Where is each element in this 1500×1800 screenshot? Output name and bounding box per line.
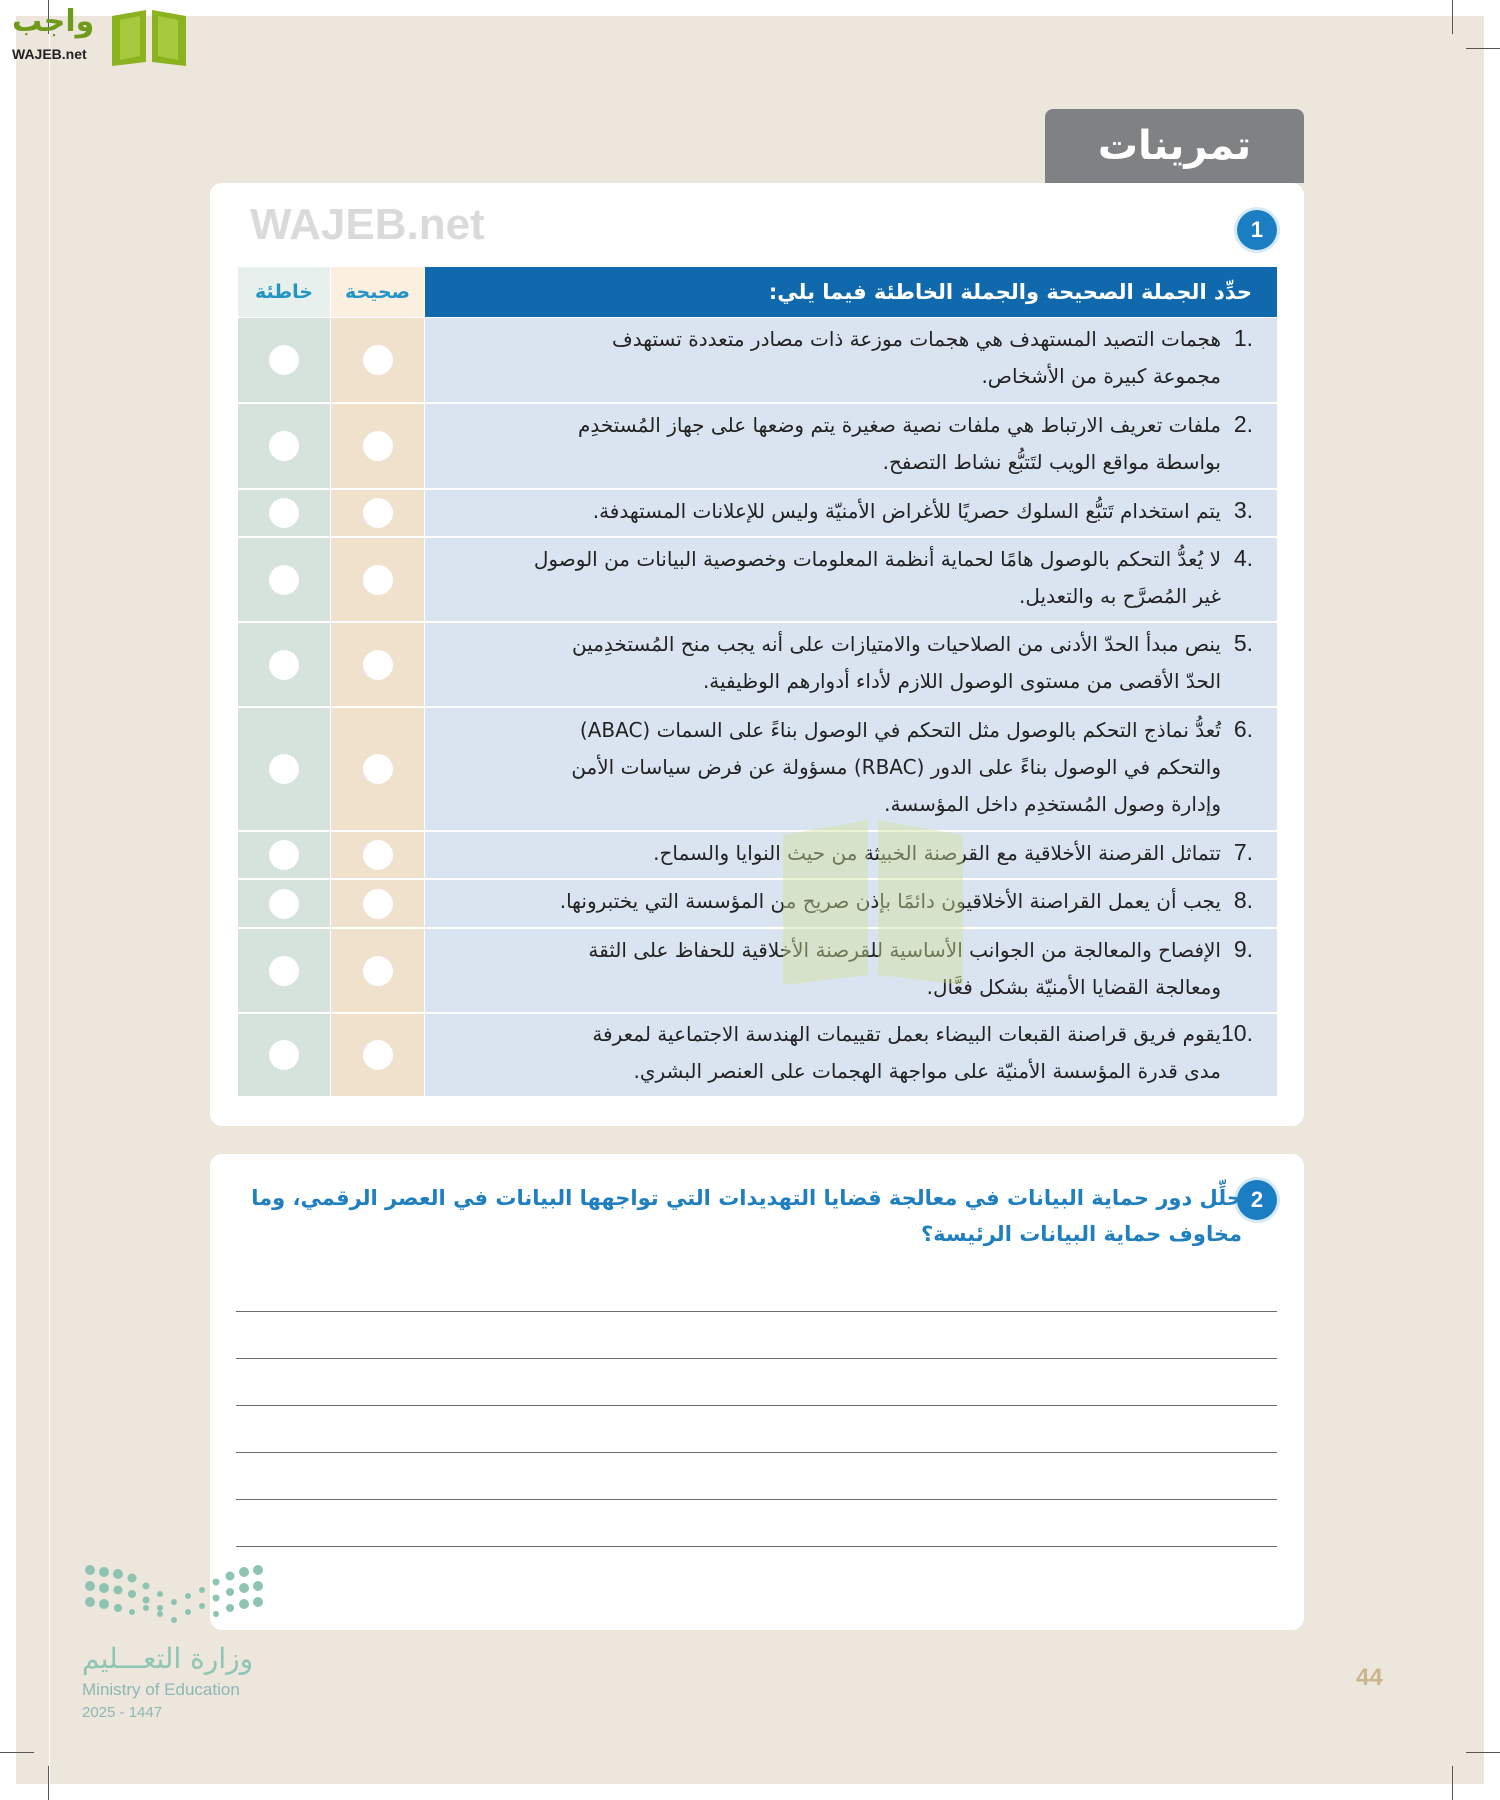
question-line: مخاوف حماية البيانات الرئيسة؟ (921, 1222, 1242, 1246)
false-cell (238, 318, 330, 402)
book-icon (108, 6, 190, 66)
statement-number: 3. (1233, 496, 1253, 523)
logo-dot (199, 1603, 205, 1609)
statement-row (238, 538, 1277, 621)
statement-text: يقوم فريق قراصنة القبعات البيضاء بعمل تقييمات الهندسة الاجتماعية لمعرفة (592, 1022, 1221, 1046)
false-cell (238, 538, 330, 621)
logo-dot (157, 1605, 163, 1611)
statement-row (238, 832, 1277, 878)
crop-mark (1452, 0, 1453, 34)
logo-dot (171, 1617, 177, 1623)
statement-text: هجمات التصيد المستهدف هي هجمات موزعة ذات مصادر متعددة تستهدف (612, 327, 1221, 351)
answer-line[interactable] (236, 1311, 1277, 1312)
page-edge-line (49, 16, 50, 1784)
statement-cell (425, 1014, 1277, 1096)
statement-text: وإدارة وصول المُستخدِم داخل المؤسسة. (884, 791, 1221, 816)
statement-number: 4. (1233, 544, 1253, 571)
logo-text-en: WAJEB.net (12, 46, 87, 62)
statement-number: 5. (1233, 629, 1253, 656)
statement-number: 1. (1233, 325, 1253, 351)
logo-dot (99, 1567, 109, 1577)
logo-dot (185, 1609, 191, 1615)
false-radio[interactable] (269, 1040, 299, 1070)
false-cell (238, 880, 330, 927)
true-cell (331, 490, 424, 536)
logo-dot (114, 1604, 122, 1612)
statement-text: غير المُصرَّح به والتعديل. (1019, 583, 1221, 608)
crop-mark (1452, 1766, 1453, 1800)
false-radio[interactable] (269, 889, 299, 919)
exercise-1-badge: 1 (1237, 210, 1277, 250)
crop-mark (1466, 48, 1500, 49)
true-radio[interactable] (363, 1040, 393, 1070)
wajeb-logo (8, 4, 190, 66)
ministry-name-ar: وزارة التعـــليم (82, 1642, 254, 1675)
statement-text: مجموعة كبيرة من الأشخاص. (981, 364, 1221, 388)
true-cell (331, 832, 424, 878)
statement-number: 10. (1221, 1020, 1253, 1046)
section-title-tab: تمرينات (1045, 109, 1304, 183)
true-radio[interactable] (363, 498, 393, 528)
false-radio[interactable] (269, 345, 299, 375)
statement-number: 6. (1233, 715, 1253, 742)
false-cell (238, 708, 330, 830)
logo-dot (226, 1604, 234, 1612)
logo-dot (213, 1595, 220, 1602)
logo-dot (239, 1567, 249, 1577)
logo-dot (226, 1588, 234, 1596)
true-radio[interactable] (363, 840, 393, 870)
statement-text: يتم استخدام تَتبُّع السلوك حصريًا للأغراض الأمنيّة وليس للإعلانات المستهدفة. (592, 498, 1221, 523)
statement-row (238, 1014, 1277, 1096)
logo-dot (239, 1583, 249, 1593)
statement-text: تتماثل القرصنة الأخلاقية مع القرصنة الخبيثة من حيث النوايا والسماح. (653, 840, 1221, 865)
true-cell (331, 929, 424, 1012)
statement-row (238, 490, 1277, 536)
statement-text: ملفات تعريف الارتباط هي ملفات نصية صغيرة يتم وضعها على جهاز المُستخدِم (577, 413, 1221, 437)
true-radio[interactable] (363, 431, 393, 461)
logo-dot (253, 1597, 263, 1607)
false-cell (238, 490, 330, 536)
false-radio[interactable] (269, 840, 299, 870)
false-radio[interactable] (269, 650, 299, 680)
true-radio[interactable] (363, 650, 393, 680)
logo-dot (114, 1586, 123, 1595)
statement-cell (425, 490, 1277, 536)
column-header-true: صحيحة (331, 267, 424, 317)
exercise-2-badge: 2 (1237, 1180, 1277, 1220)
question-line: حلِّل دور حماية البيانات في معالجة قضايا التهديدات التي تواجهها البيانات في العصر الرقمي، وما (251, 1186, 1242, 1210)
statement-number: 9. (1233, 935, 1253, 962)
statement-text: بواسطة مواقع الويب لتَتبُّع نشاط التصفح. (882, 450, 1221, 474)
statement-cell (425, 708, 1277, 830)
logo-dot (239, 1599, 249, 1609)
logo-dot (143, 1583, 150, 1590)
statement-row (238, 318, 1277, 402)
true-cell (331, 623, 424, 706)
logo-dot (113, 1569, 123, 1579)
statement-text: يجب أن يعمل القراصنة الأخلاقيون دائمًا بإذن صريح من المؤسسة التي يختبرونها. (559, 889, 1221, 913)
false-cell (238, 929, 330, 1012)
true-cell (331, 708, 424, 830)
answer-line[interactable] (236, 1499, 1277, 1500)
statement-number: 8. (1233, 887, 1253, 913)
statement-cell (425, 404, 1277, 488)
statement-cell (425, 623, 1277, 706)
logo-dot (226, 1572, 235, 1581)
statement-text: تُعدُّ نماذج التحكم بالوصول مثل التحكم في الوصول بناءً على السمات (ABAC) (579, 717, 1221, 742)
statement-text: ومعالجة القضايا الأمنيّة بشكل فعَّال. (926, 974, 1221, 999)
logo-dot (213, 1579, 220, 1586)
true-radio[interactable] (363, 565, 393, 595)
ministry-name-en: Ministry of Education (82, 1680, 240, 1699)
logo-dot (85, 1565, 95, 1575)
logo-dot (85, 1597, 95, 1607)
statement-row (238, 623, 1277, 706)
answer-line[interactable] (236, 1452, 1277, 1453)
false-radio[interactable] (269, 565, 299, 595)
statement-text: والتحكم في الوصول بناءً على الدور (RBAC) مسؤولة عن فرض سياسات الأمن (571, 754, 1221, 779)
instruction-header: حدِّد الجملة الصحيحة والجملة الخاطئة فيما يلي: (425, 267, 1277, 317)
statement-cell (425, 832, 1277, 878)
logo-dot (157, 1591, 163, 1597)
true-radio[interactable] (363, 956, 393, 986)
statement-row (238, 880, 1277, 927)
logo-dot (143, 1597, 150, 1604)
logo-dot (157, 1611, 163, 1617)
true-radio[interactable] (363, 345, 393, 375)
false-radio[interactable] (269, 956, 299, 986)
logo-dot (85, 1581, 95, 1591)
page-number: 44 (1356, 1664, 1383, 1691)
false-cell (238, 404, 330, 488)
true-cell (331, 880, 424, 927)
statement-cell (425, 929, 1277, 1012)
answer-line[interactable] (236, 1405, 1277, 1406)
statement-row (238, 708, 1277, 830)
false-radio[interactable] (269, 431, 299, 461)
false-cell (238, 623, 330, 706)
crop-mark (0, 1752, 34, 1753)
true-radio[interactable] (363, 754, 393, 784)
false-cell (238, 1014, 330, 1096)
true-radio[interactable] (363, 889, 393, 919)
logo-dot (143, 1605, 149, 1611)
logo-dot (128, 1574, 137, 1583)
logo-dot (185, 1593, 191, 1599)
logo-dot (128, 1590, 136, 1598)
statement-cell (425, 880, 1277, 927)
statement-text: الحدّ الأقصى من مستوى الوصول اللازم لأداء أدوارهم الوظيفية. (702, 668, 1221, 693)
logo-dot (129, 1609, 135, 1615)
logo-dot (253, 1581, 263, 1591)
statement-text: مدى قدرة المؤسسة الأمنيّة على مواجهة الهجمات على العنصر البشري. (633, 1059, 1221, 1083)
logo-dot (99, 1599, 109, 1609)
true-cell (331, 538, 424, 621)
statement-cell (425, 538, 1277, 621)
statement-text: لا يُعدُّ التحكم بالوصول هامًا لحماية أنظمة المعلومات وخصوصية البيانات من الوصول (533, 546, 1221, 571)
true-cell (331, 1014, 424, 1096)
true-cell (331, 404, 424, 488)
false-cell (238, 832, 330, 878)
false-radio[interactable] (269, 754, 299, 784)
logo-dot (99, 1583, 109, 1593)
statement-cell (425, 318, 1277, 402)
statement-text: الإفصاح والمعالجة من الجوانب الأساسية للقرصنة الأخلاقية للحفاظ على الثقة (588, 937, 1221, 962)
logo-dot (171, 1599, 177, 1605)
statement-row (238, 929, 1277, 1012)
logo-dot (199, 1587, 205, 1593)
answer-line[interactable] (236, 1358, 1277, 1359)
watermark-text: WAJEB.net (250, 200, 485, 249)
logo-text: واجب (12, 4, 95, 39)
crop-mark (1466, 1752, 1500, 1753)
academic-year: 2025 - 1447 (82, 1704, 163, 1721)
true-cell (331, 318, 424, 402)
statement-row (238, 404, 1277, 488)
logo-dot (253, 1565, 263, 1575)
statement-number: 7. (1233, 838, 1253, 865)
column-header-false: خاطئة (238, 267, 330, 317)
statement-text: ينص مبدأ الحدّ الأدنى من الصلاحيات والامتيازات على أنه يجب منح المُستخدِمين (571, 631, 1221, 656)
false-radio[interactable] (269, 498, 299, 528)
logo-dot (213, 1611, 219, 1617)
ministry-logo-dots (82, 1562, 272, 1632)
statement-number: 2. (1233, 411, 1253, 437)
answer-line[interactable] (236, 1546, 1277, 1547)
